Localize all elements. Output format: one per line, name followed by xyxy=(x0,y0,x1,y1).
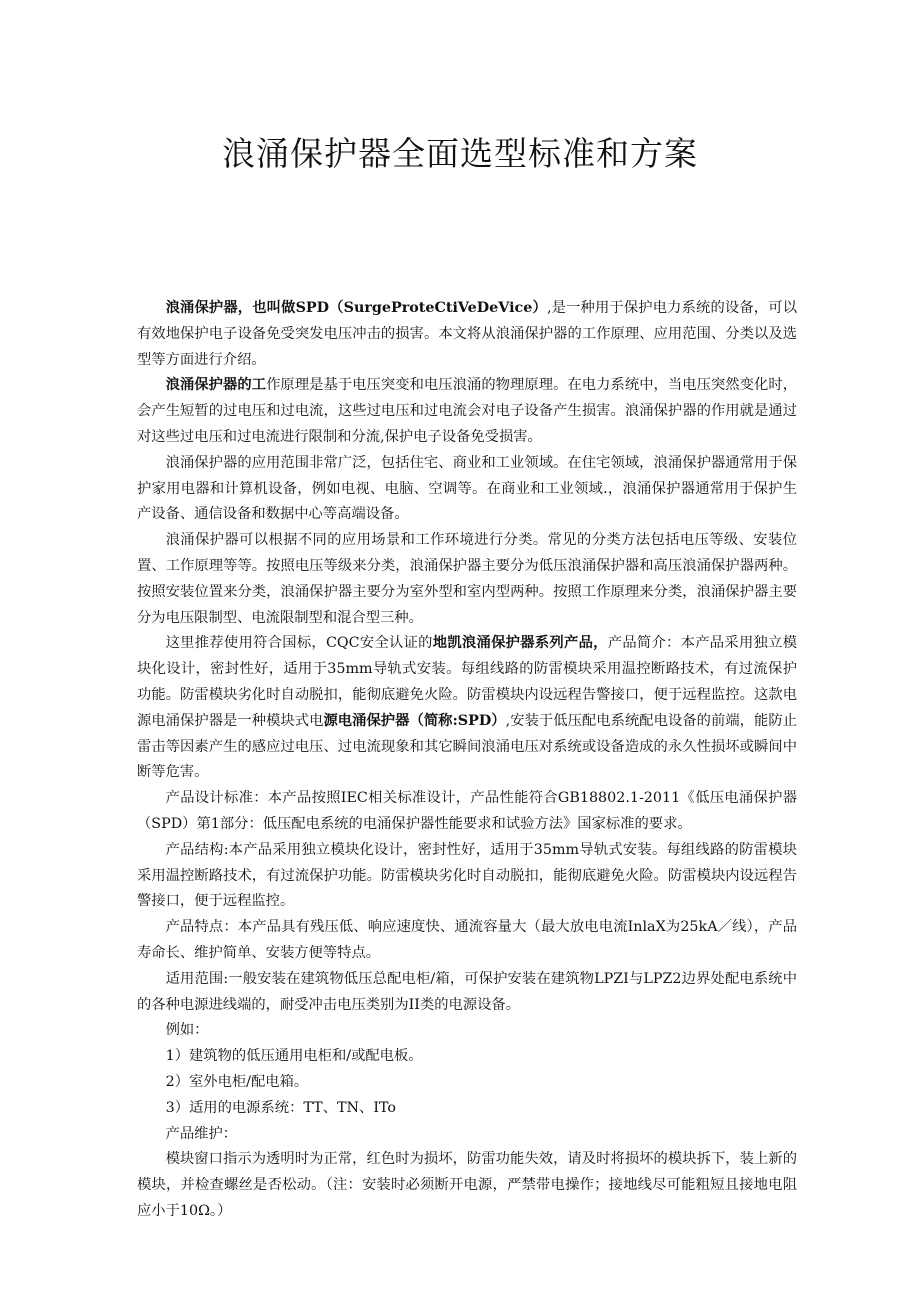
paragraph-structure: 产品结构:本产品采用独立模块化设计，密封性好，适用于35mm导轨式安装。每组线路的防雷模块采用温控断路技术，有过流保护功能。防雷模块劣化时自动脱扣，能彻底避免火险。防雷模块内设远程告警接口，便于远程监控。 xyxy=(137,841,797,910)
paragraph-intro xyxy=(137,296,797,373)
principle-lead-bold: 浪涌保护器的工 xyxy=(165,377,267,394)
recommendation-spd-bold: 源电涌保护器（简称:SPD） xyxy=(323,712,506,729)
paragraph-classification: 浪涌保护器可以根据不同的应用场景和工作环境进行分类。常见的分类方法包括电压等级、安装位置、工作原理等等。按照电压等级来分类，浪涌保护器主要分为低压浪涌保护器和高压浪涌保护器两种。按照安装位置来分类，浪涌保护器主要分为室外型和室内型两种。按照工作原理来分类，浪涌保护器主要分为电压限制型、电流限制型和混合型三种。 xyxy=(137,532,797,626)
principle-text: 作原理是基于电压突变和电压浪涌的物理原理。在电力系统中，当电压突然变化时，会产生短暂的过电压和过电流，这些过电压和过电流会对电子设备产生损害。浪涌保护器的作用就是通过对这些过电压和过电流进行限制和分流,保护电子设备免受损害。 xyxy=(137,377,798,445)
document-title: 浪涌保护器全面选型标准和方案 xyxy=(222,134,698,173)
paragraph-design-standard: 产品设计标准：本产品按照IEC相关标准设计，产品性能符合GB18802.1-2011《低压电涌保护器（SPD）第1部分：低压配电系统的电涌保护器性能要求和试验方法》国家标准的要求。 xyxy=(137,790,797,832)
paragraph-principle xyxy=(137,373,797,450)
paragraph-features: 产品特点：本产品具有残压低、响应速度快、通流容量大（最大放电电流InlaX为25kA／线），产品寿命长、维护简单、安装方便等特点。 xyxy=(137,919,797,961)
paragraph-maintenance: 模块窗口指示为透明时为正常，红色时为损坏，防雷功能失效，请及时将损坏的模块拆下，装上新的模块，并检查螺丝是否松动。（注：安装时必须断开电源，严禁带电操作；接地线尽可能粗短且接地电阻应小于10Ω。） xyxy=(137,1151,797,1219)
recommendation-text-c: 产品简介：本产品采用独立模块化设计，密封性好，适用于35mm导轨式安装。每组线路的防雷模块采用温控断路技术，有过流保护功能。防雷模块劣化时自动脱扣，能彻底避免火险。防雷模块内设远程告警接口，便于远程监控。这款电源电涌保护器是一种模块式电 xyxy=(137,635,797,729)
paragraph-applications: 浪涌保护器的应用范围非常广泛，包括住宅、商业和工业领域。在住宅领域，浪涌保护器通常用于保护家用电器和计算机设备，例如电视、电脑、空调等。在商业和工业领域.，浪涌保护器通常用于保护生产设备、通信设备和数据中心等高端设备。 xyxy=(137,454,797,523)
document-body xyxy=(137,296,797,1225)
paragraph-recommendation xyxy=(137,631,797,786)
example-item-3: 3）适用的电源系统：TT、TN、ITo xyxy=(165,1099,397,1116)
examples-label: 例如： xyxy=(165,1022,209,1039)
intro-text: ,是一种用于保护电力系统的设备，可以有效地保护电子设备免受突发电压冲击的损害。本文将从浪涌保护器的工作原理、应用范围、分类以及选型等方面进行介绍。 xyxy=(137,300,797,368)
recommendation-product-bold: 地凯浪涌保护器系列产品， xyxy=(432,635,608,652)
example-item-2: 2）室外电柜/配电箱。 xyxy=(165,1073,309,1090)
paragraph-scope: 适用范围:一般安装在建筑物低压总配电柜/箱，可保护安装在建筑物LPZI与LPZ2边界处配电系统中的各种电源进线端的，耐受冲击电压类别为II类的电源设备。 xyxy=(137,970,797,1013)
intro-lead-bold: 浪涌保护器，也叫做SPD（SurgeProteCtiVeDeVice） xyxy=(165,300,547,316)
maintenance-label: 产品维护： xyxy=(165,1125,238,1142)
recommendation-text-a: 这里推荐使用符合国标，CQC安全认证的 xyxy=(165,635,433,652)
example-item-1: 1）建筑物的低压通用电柜和/或配电板。 xyxy=(165,1048,423,1065)
recommendation-text-e: ,安装于低压配电系统配电设备的前端，能防止雷击等因素产生的感应过电压、过电流现象和其它瞬间浪涌电压对系统或设备造成的永久性损坏或瞬间中断等危害。 xyxy=(137,712,798,781)
